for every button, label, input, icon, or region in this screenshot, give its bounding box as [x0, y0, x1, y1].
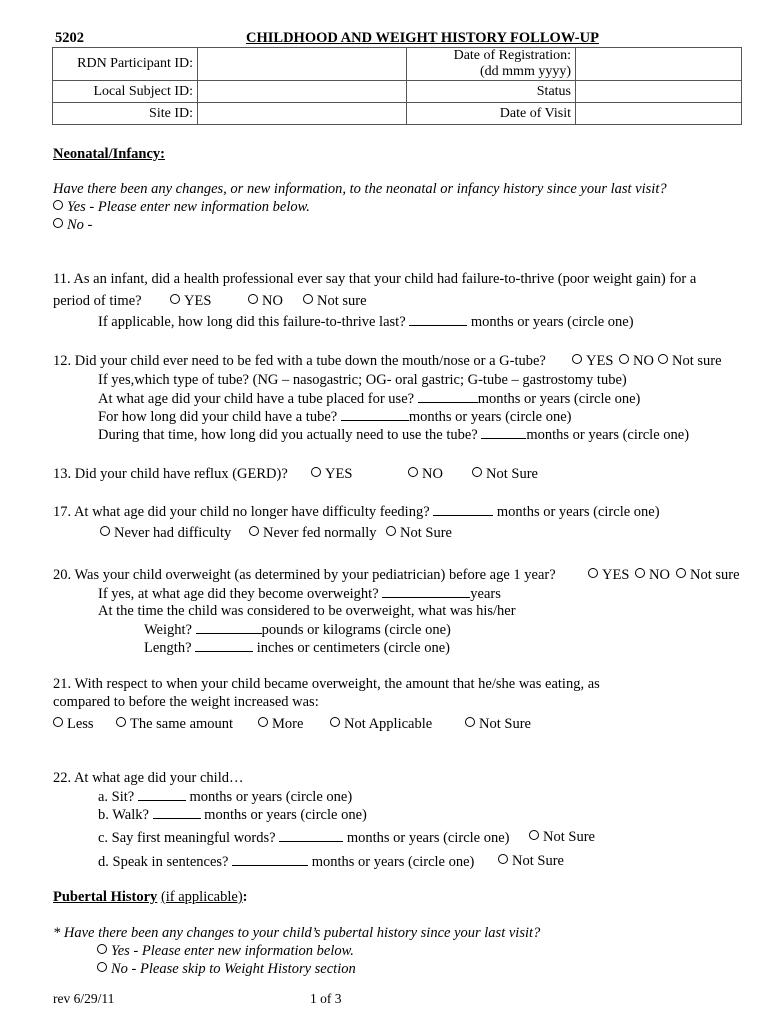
q22-sit-blank[interactable]	[138, 787, 186, 801]
radio-icon[interactable]	[53, 218, 63, 228]
radio-icon[interactable]	[529, 830, 539, 840]
visit-date-field[interactable]	[576, 103, 742, 125]
q20-age-blank[interactable]	[382, 584, 470, 598]
q20-weight-blank[interactable]	[196, 620, 262, 634]
q17-age-blank[interactable]	[433, 502, 493, 516]
neonatal-no-option[interactable]: No -	[53, 216, 92, 234]
q21-more-option[interactable]: More	[258, 715, 303, 733]
q12-duration-blank[interactable]	[341, 407, 409, 421]
radio-icon[interactable]	[303, 294, 313, 304]
revision-date: rev 6/29/11	[53, 991, 115, 1006]
q20-yes-option[interactable]: YES	[588, 566, 629, 584]
q12-age-placed: At what age did your child have a tube placed for use? months or years (circle one)	[98, 391, 641, 407]
q12-age-placed-blank[interactable]	[418, 389, 478, 403]
q22-sentences-notsure-option[interactable]: Not Sure	[498, 852, 564, 870]
q11-duration-blank[interactable]	[409, 312, 467, 326]
radio-icon[interactable]	[635, 568, 645, 578]
q13-text: 13. Did your child have reflux (GERD)?	[53, 466, 288, 482]
radio-icon[interactable]	[97, 962, 107, 972]
q22-walk-blank[interactable]	[153, 805, 201, 819]
q22-sentences: d. Speak in sentences? months or years (circle one)	[98, 854, 475, 870]
q11-no-option[interactable]: NO	[248, 292, 283, 310]
neonatal-question: Have there been any changes, or new information, to the neonatal or infancy history since your last visit?	[53, 181, 667, 197]
q21-text: 21. With respect to when your child became overweight, the amount that he/she was eating, as	[53, 676, 600, 692]
radio-icon[interactable]	[100, 526, 110, 536]
neonatal-yes-option[interactable]: Yes - Please enter new information below.	[53, 198, 310, 216]
status-field[interactable]	[576, 81, 742, 103]
q12-usage: During that time, how long did you actually need to use the tube? months or years (circle one)	[98, 427, 690, 443]
q22-words-blank[interactable]	[279, 828, 343, 842]
q11-notsure-option[interactable]: Not sure	[303, 292, 367, 310]
radio-icon[interactable]	[258, 717, 268, 727]
radio-icon[interactable]	[408, 467, 418, 477]
radio-icon[interactable]	[330, 717, 340, 727]
neonatal-heading: Neonatal/Infancy:	[53, 146, 165, 162]
q21-same-option[interactable]: The same amount	[116, 715, 233, 733]
radio-icon[interactable]	[116, 717, 126, 727]
q20-subquestion: At the time the child was considered to be overweight, what was his/her	[98, 603, 516, 619]
radio-icon[interactable]	[53, 717, 63, 727]
radio-icon[interactable]	[386, 526, 396, 536]
q21-notsure-option[interactable]: Not Sure	[465, 715, 531, 733]
q11-yes-option[interactable]: YES	[170, 292, 211, 310]
visit-date-label: Date of Visit	[407, 103, 576, 125]
q20-text: 20. Was your child overweight (as determined by your pediatrician) before age 1 year?	[53, 567, 556, 583]
radio-icon[interactable]	[311, 467, 321, 477]
page-number: 1 of 3	[310, 991, 342, 1006]
q22-sit: a. Sit? months or years (circle one)	[98, 789, 353, 805]
pubertal-heading: Pubertal History (if applicable):	[53, 889, 248, 905]
site-id-field[interactable]	[198, 103, 407, 125]
q13-no-option[interactable]: NO	[408, 465, 443, 483]
q21-text-cont: compared to before the weight increased was:	[53, 694, 319, 710]
radio-icon[interactable]	[588, 568, 598, 578]
radio-icon[interactable]	[97, 944, 107, 954]
q22-walk: b. Walk? months or years (circle one)	[98, 807, 367, 823]
q12-usage-blank[interactable]	[481, 425, 526, 439]
q21-less-option[interactable]: Less	[53, 715, 94, 733]
q21-na-option[interactable]: Not Applicable	[330, 715, 432, 733]
site-id-label: Site ID:	[53, 103, 198, 125]
q17-text: 17. At what age did your child no longer have difficulty feeding? months or years (circle one)	[53, 504, 660, 520]
q20-length-blank[interactable]	[195, 638, 253, 652]
q12-no-option[interactable]: NO	[619, 352, 654, 370]
q20-weight: Weight? pounds or kilograms (circle one)	[144, 622, 451, 638]
pubertal-no-option[interactable]: No - Please skip to Weight History section	[97, 960, 356, 978]
form-number: 5202	[55, 30, 84, 46]
radio-icon[interactable]	[170, 294, 180, 304]
header-table	[52, 47, 742, 125]
q13-notsure-option[interactable]: Not Sure	[472, 465, 538, 483]
radio-icon[interactable]	[53, 200, 63, 210]
q11-text: 11. As an infant, did a health professional ever say that your child had failure-to-thrive (poor weight gain) for a	[53, 271, 697, 287]
q12-notsure-option[interactable]: Not sure	[658, 352, 722, 370]
q12-tube-type: If yes,which type of tube? (NG – nasogastric; OG- oral gastric; G-tube – gastrostomy tube)	[98, 372, 627, 388]
q13-yes-option[interactable]: YES	[311, 465, 352, 483]
q11-duration: If applicable, how long did this failure-to-thrive last? months or years (circle one)	[98, 314, 634, 330]
q22-text: 22. At what age did your child…	[53, 770, 244, 786]
radio-icon[interactable]	[472, 467, 482, 477]
q17-notsure-option[interactable]: Not Sure	[386, 524, 452, 542]
q22-words-notsure-option[interactable]: Not Sure	[529, 828, 595, 846]
radio-icon[interactable]	[572, 354, 582, 364]
q20-no-option[interactable]: NO	[635, 566, 670, 584]
radio-icon[interactable]	[498, 854, 508, 864]
q20-length: Length? inches or centimeters (circle one)	[144, 640, 451, 656]
radio-icon[interactable]	[658, 354, 668, 364]
q22-sentences-blank[interactable]	[232, 852, 308, 866]
radio-icon[interactable]	[619, 354, 629, 364]
q17-never-normal-option[interactable]: Never fed normally	[249, 524, 377, 542]
participant-id-field[interactable]	[198, 48, 407, 81]
radio-icon[interactable]	[676, 568, 686, 578]
q20-notsure-option[interactable]: Not sure	[676, 566, 740, 584]
registration-date-field[interactable]	[576, 48, 742, 81]
q12-duration: For how long did your child have a tube? months or years (circle one)	[98, 409, 572, 425]
radio-icon[interactable]	[465, 717, 475, 727]
q17-never-difficulty-option[interactable]: Never had difficulty	[100, 524, 231, 542]
page-title: CHILDHOOD AND WEIGHT HISTORY FOLLOW-UP	[246, 30, 599, 46]
status-label: Status	[407, 81, 576, 103]
q22-words: c. Say first meaningful words? months or years (circle one)	[98, 830, 510, 846]
q11-text-cont: period of time?	[53, 293, 142, 309]
radio-icon[interactable]	[249, 526, 259, 536]
q12-yes-option[interactable]: YES	[572, 352, 613, 370]
pubertal-question: * Have there been any changes to your child’s pubertal history since your last visit?	[53, 925, 541, 941]
registration-date-label: Date of Registration: (dd mmm yyyy)	[407, 48, 576, 81]
radio-icon[interactable]	[248, 294, 258, 304]
q12-text: 12. Did your child ever need to be fed with a tube down the mouth/nose or a G-tube?	[53, 353, 546, 369]
participant-id-label: RDN Participant ID:	[53, 48, 198, 81]
q20-age: If yes, at what age did they become overweight? years	[98, 586, 501, 602]
local-subject-id-label: Local Subject ID:	[53, 81, 198, 103]
local-subject-id-field[interactable]	[198, 81, 407, 103]
pubertal-yes-option[interactable]: Yes - Please enter new information below.	[97, 942, 354, 960]
